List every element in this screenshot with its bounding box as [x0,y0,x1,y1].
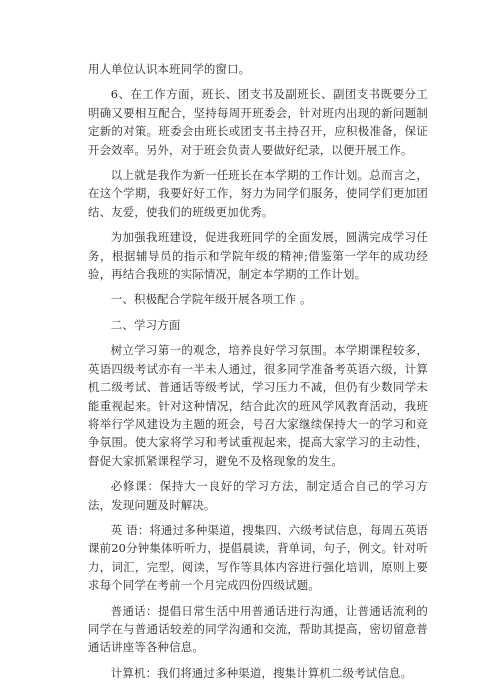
paragraph-english: 英 语：将通过多种渠道，搜集四、六级考试信息，每周五英语课前20分钟集体听听力，提倡晨读，背单词，句子，例文。针对听力，词汇，完型，阅读，写作等具体内容进行强化培训，原则上要求每个同学在考前一个月完成四份四级试题。 [88,522,428,593]
paragraph-study-atmosphere: 树立学习第一的观念，培养良好学习氛围。本学期课程较多，英语四级考试亦有一半未人通过，很多同学准备考英语六级，计算机二级考试、普通话等级考试，学习压力不减，但仍有少数同学未能重视起来。针对这种情况，结合此次的班风学风教育活动，我班将举行学风建设为主题的班会，号召大家继续保持大一的学习和竞争氛围。使大家将学习和考试重视起来，提高大家学习的主动性，督促大家抓紧课程学习，避免不及格现象的发生。 [88,343,428,468]
document-body [88,60,428,689]
paragraph-work-aspect: 6、在工作方面，班长、团支书及副班长、副团支书既要分工明确又要相互配合，坚持每周开班委会，针对班内出现的新问题制定新的对策。班委会由班长或团支书主持召开，应积极准备，保证开会效率。另外，对于班会负责人要做好纪录，以便开展工作。 [88,87,428,157]
section-heading-cooperate: 一、积极配合学院年级开展各项工作 。 [110,292,312,307]
paragraph-summary: 以上就是我作为新一任班长在本学期的工作计划。总而言之，在这个学期，我要好好工作，努力为同学们服务，使同学们更加团结、友爱，使我们的班级更加优秀。 [88,168,428,219]
paragraph-class-window: 用人单位认识本班同学的窗口。 [88,62,251,76]
paragraph-plan-intro: 为加强我班建设，促进我班同学的全面发展，圆满完成学习任务，根据辅导员的指示和学院年级的精神;借鉴第一学年的成功经验，再结合我班的实际情况，制定本学期的工作计划。 [88,230,428,282]
section-heading-study: 二、学习方面 [110,317,181,332]
paragraph-computer: 计算机：我们将通过多种渠道，搜集计算机二级考试信息。 [110,665,413,680]
paragraph-mandarin: 普通话：提倡日常生活中用普通话进行沟通，让普通话流利的同学在与普通话较差的同学沟通和交流，帮助其提高，密切留意普通话讲座等各种信息。 [88,603,428,655]
paragraph-required-courses: 必修课：保持大一良好的学习方法，制定适合自己的学习方法，发现问题及时解决。 [88,479,428,512]
